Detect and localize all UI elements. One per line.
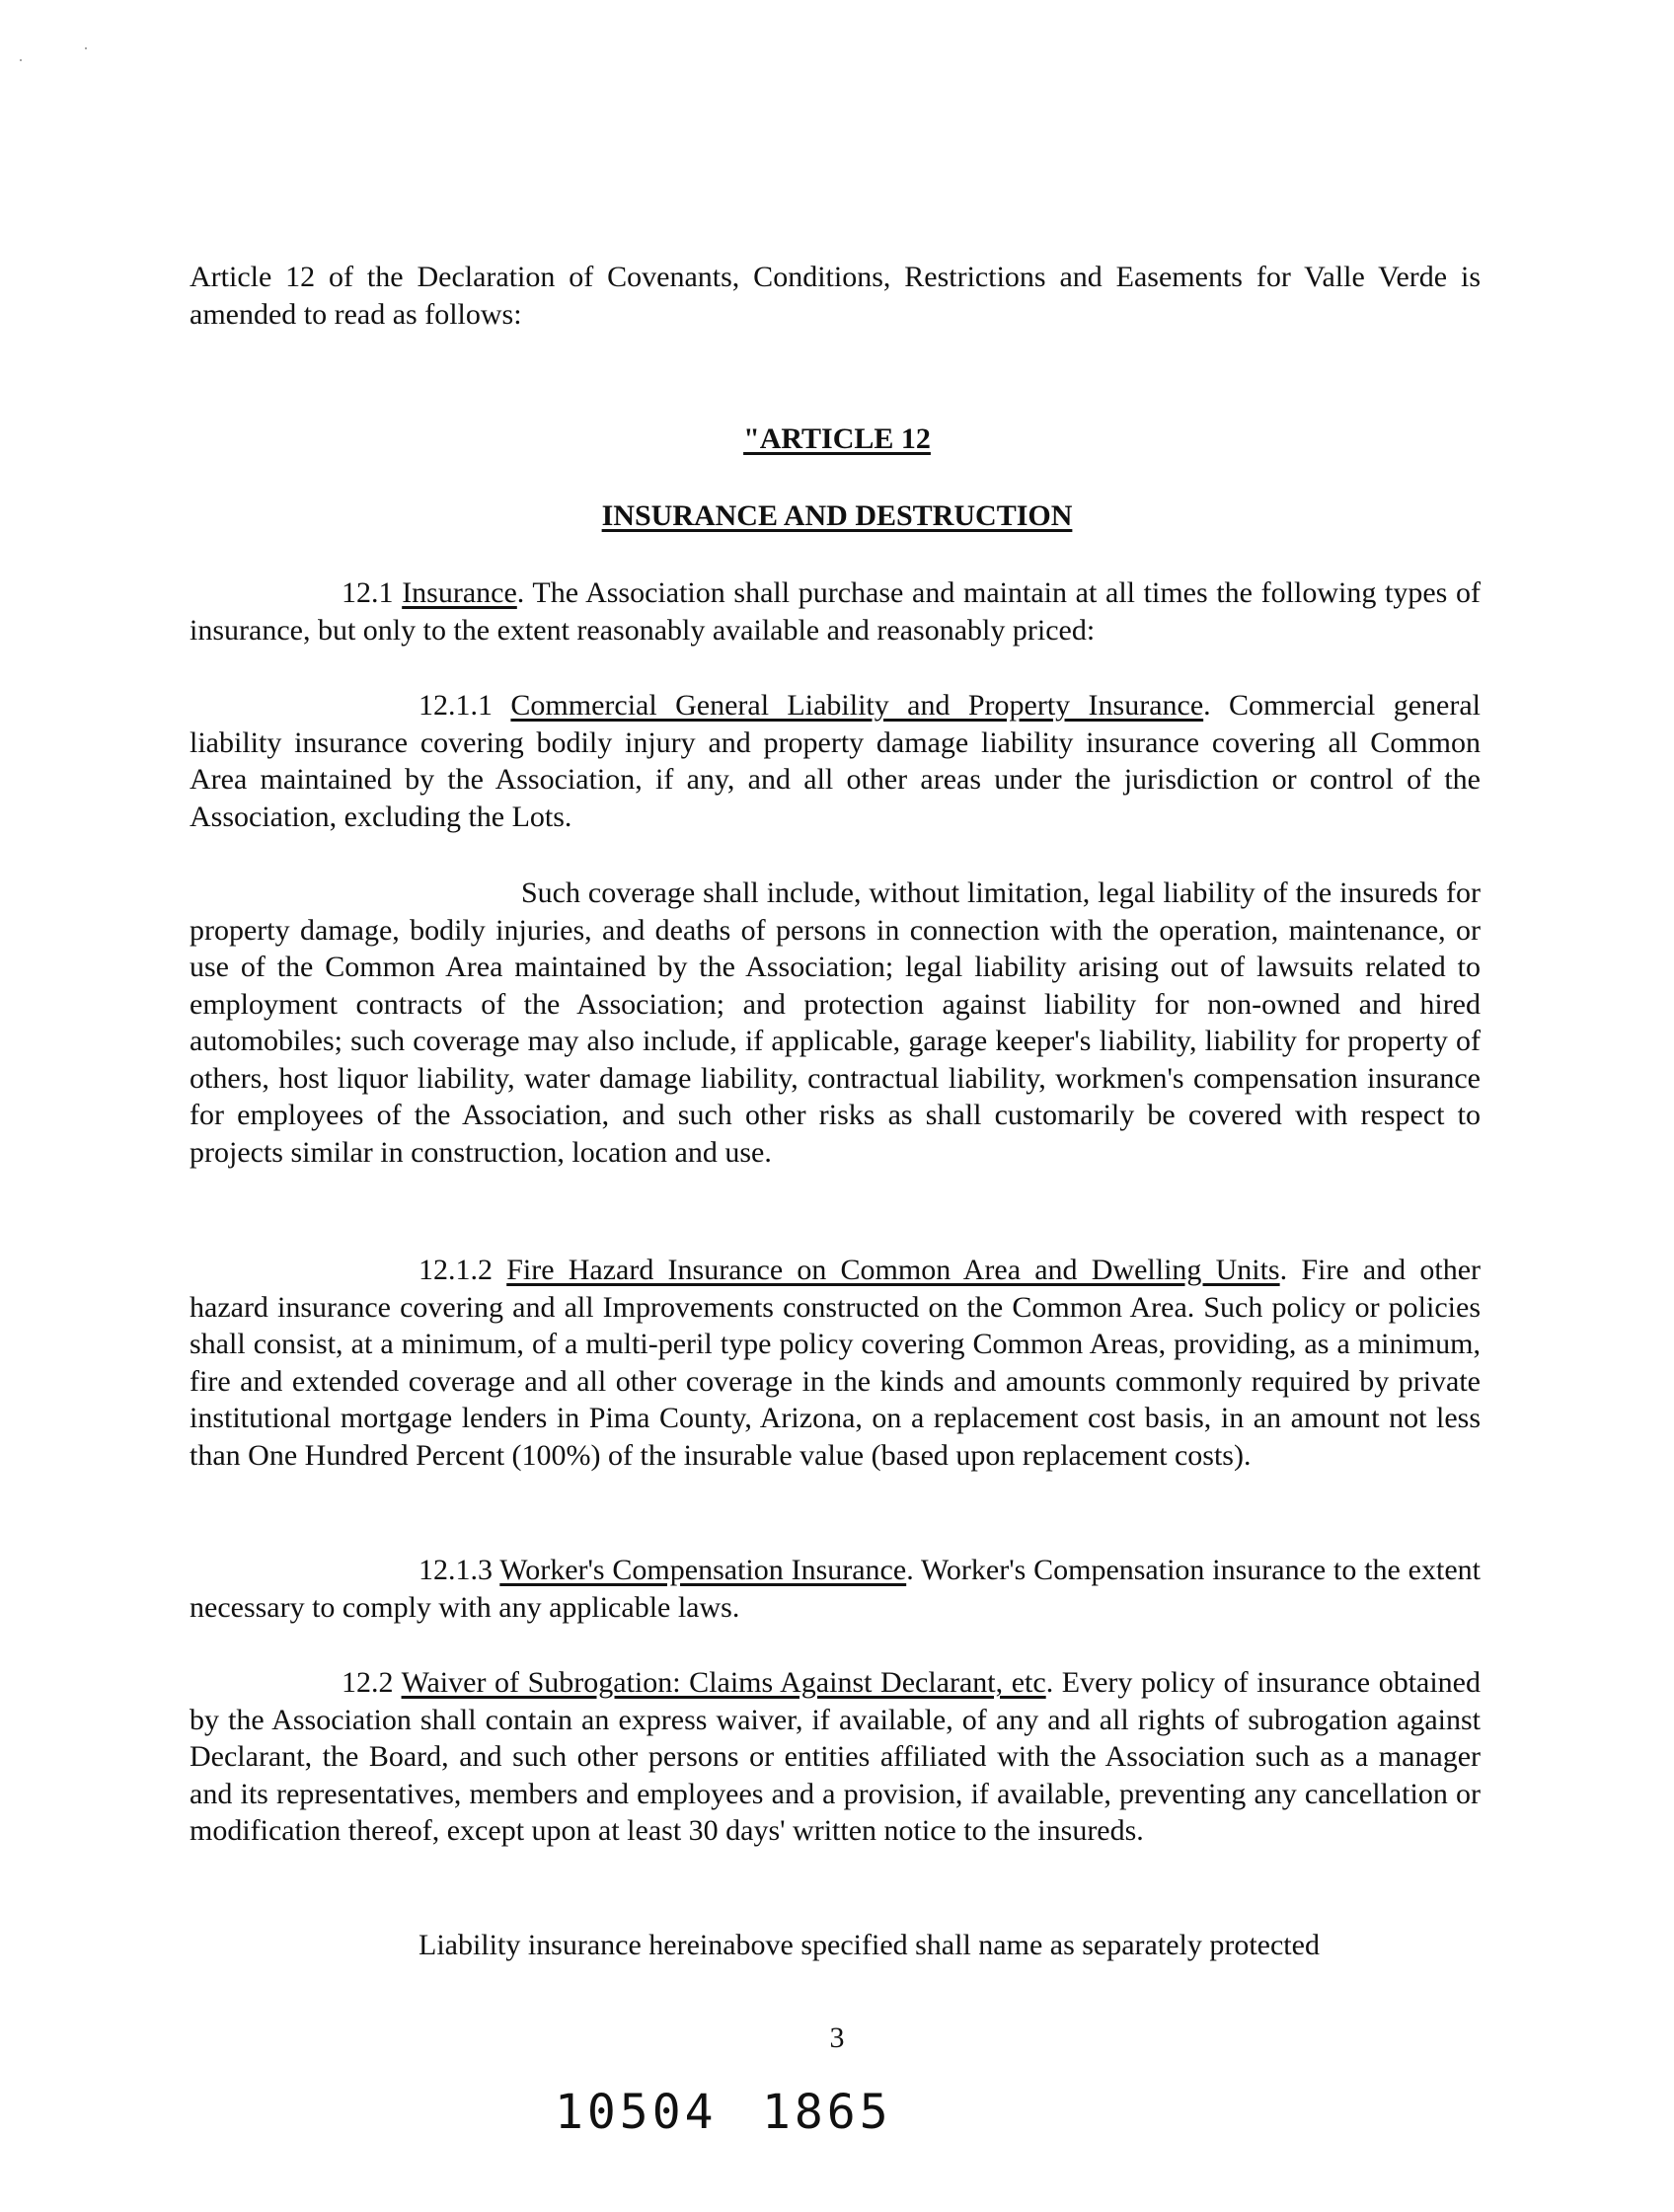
section-12-1 [190, 574, 1481, 648]
docket-page-number: 1865 [762, 2085, 892, 2140]
docket-number: 10504 [555, 2085, 718, 2140]
intro-text: Article 12 of the Declaration of Covenants, Conditions, Restrictions and Easements for Valle Verde is amended to read as follows: [190, 261, 1481, 331]
section-body: Liability insurance hereinabove specified shall name as separately protected [418, 1929, 1320, 1961]
article-title: INSURANCE AND DESTRUCTION [601, 499, 1073, 532]
section-12-1-2 [190, 1252, 1481, 1474]
section-body: . Fire and other hazard insurance covering and all Improvements constructed on the Common Area. Such policy or policies shall consist, at a minimum, of a multi-peril type policy covering Common Areas, providing, as a minimum, fire and extended coverage and all other coverage in the kinds and amounts commonly required by private institutional mortgage lenders in Pima County, Arizona, on a replacement cost basis, in an amount not less than One Hundred Percent (100%) of the insurable value (based upon replacement costs). [190, 1254, 1482, 1472]
section-number: 12.2 [342, 1666, 394, 1699]
intro-paragraph [190, 259, 1481, 333]
scan-speck [85, 47, 87, 49]
section-12-1-3 [190, 1552, 1481, 1626]
section-title: Fire Hazard Insurance on Common Area and Dwelling Units [506, 1254, 1280, 1286]
section-12-1-1 [190, 687, 1481, 835]
section-12-1-1-continued [190, 875, 1481, 1171]
section-body: Such coverage shall include, without limitation, legal liability of the insureds for property damage, bodily injuries, and deaths of persons in connection with the operation, maintenance, or use of the Common Area maintained by the Association; legal liability arising out of lawsuits related to employment contracts of the Association; and protection against liability for non-owned and hired automobiles; such coverage may also include, if applicable, garage keeper's liability, liability for property of others, host liquor liability, water damage liability, contractual liability, workmen's compensation insurance for employees of the Association, and such other risks as shall customarily be covered with respect to projects similar in construction, location and use. [190, 877, 1481, 1169]
section-number: 12.1.2 [418, 1254, 493, 1286]
section-body: . Every policy of insurance obtained by the Association shall contain an express waiver, if available, of any and all rights of subrogation against Declarant, the Board, and such other persons or entities affiliated with the Association such as a manager and its representatives, members and employees and a provision, if available, preventing any cancellation or modification thereof, except upon at least 30 days' written notice to the insureds. [190, 1666, 1481, 1847]
section-title: Insurance [402, 576, 517, 609]
section-number: 12.1.1 [418, 689, 493, 722]
section-number: 12.1 [342, 576, 394, 609]
page-number: 3 [829, 2021, 845, 2054]
scan-speck [20, 59, 22, 61]
section-number: 12.1.3 [418, 1554, 493, 1586]
section-body: . The Association shall purchase and maintain at all times the following types of insurance, but only to the extent reasonably available and reasonably priced: [190, 576, 1481, 647]
section-12-2-continued [190, 1927, 1481, 1964]
section-body: . Worker's Compensation insurance to the extent necessary to comply with any applicable laws. [190, 1554, 1481, 1624]
article-heading: "ARTICLE 12 [743, 422, 931, 455]
section-title: Waiver of Subrogation: Claims Against Declarant, etc [401, 1666, 1046, 1699]
section-body: . Commercial general liability insurance covering bodily injury and property damage liability insurance covering all Common Area maintained by the Association, if any, and all other areas under the jurisdiction or control of the Association, excluding the Lots. [190, 689, 1482, 833]
section-title: Worker's Compensation Insurance [499, 1554, 907, 1586]
section-title: Commercial General Liability and Property Insurance [510, 689, 1204, 722]
section-12-2 [190, 1664, 1481, 1850]
